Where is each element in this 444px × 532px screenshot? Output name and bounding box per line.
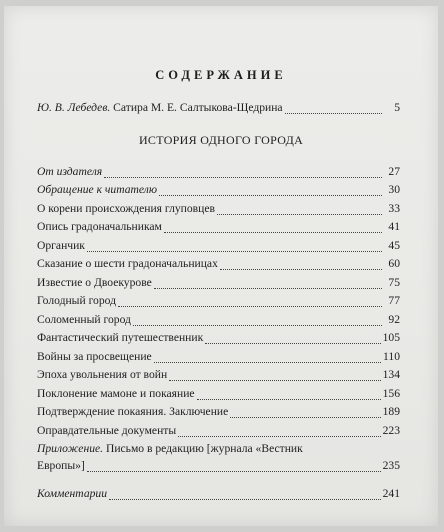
toc-entry-page: 27 <box>388 165 400 178</box>
toc-entry-page: 110 <box>383 350 400 363</box>
section-title: ИСТОРИЯ ОДНОГО ГОРОДА <box>138 133 304 147</box>
dot-leader <box>154 352 381 363</box>
appendix-label: Приложение. <box>37 442 104 455</box>
comments-page: 241 <box>382 487 400 500</box>
toc-entry <box>37 238 400 254</box>
toc-entry <box>37 164 400 180</box>
intro-page-number: 5 <box>394 101 400 114</box>
toc-entry <box>37 404 400 420</box>
toc-entry <box>37 312 400 328</box>
toc-entry-page: 77 <box>388 294 400 307</box>
comments-entry <box>37 486 400 502</box>
dot-leader <box>197 389 381 400</box>
toc-entry-page: 30 <box>388 183 400 196</box>
toc-entry-title: Эпоха увольнения от войн <box>37 368 168 381</box>
dot-leader <box>87 461 381 472</box>
toc-entry-title: Войны за просвещение <box>37 350 152 363</box>
book-page <box>4 6 438 526</box>
dot-leader <box>118 296 382 307</box>
dot-leader <box>87 241 382 252</box>
toc-entry <box>37 349 400 365</box>
dot-leader <box>154 278 382 289</box>
appendix-page: 235 <box>382 459 400 472</box>
toc-entry-title: Соломенный город <box>37 313 131 326</box>
toc-entry <box>37 293 400 309</box>
intro-title: Сатира М. Е. Салтыкова-Щедрина <box>113 101 283 114</box>
toc-entry <box>37 367 400 383</box>
toc-entry-title: Оправдательные документы <box>37 424 177 437</box>
toc-entry <box>37 201 400 217</box>
dot-leader <box>169 370 380 381</box>
toc-entry-title: О корени происхождения глуповцев <box>37 202 215 215</box>
toc-entry-page: 134 <box>382 368 400 381</box>
toc-entry-title: Подтверждение покаяния. Заключение <box>37 405 229 418</box>
appendix-text-line1: Письмо в редакцию [журнала «Вестник <box>105 442 303 455</box>
toc-entry-title: Голодный город <box>37 294 116 307</box>
dot-leader <box>109 489 381 500</box>
appendix-text-line2: Европы»] <box>37 459 85 472</box>
toc-entry-page: 92 <box>388 313 400 326</box>
toc-entry-page: 60 <box>388 257 400 270</box>
toc-entry-page: 189 <box>382 405 400 418</box>
toc-entry-title: Сказание о шести градоначальницах <box>37 257 218 270</box>
dot-leader <box>159 185 382 196</box>
toc-entry <box>37 423 400 439</box>
comments-title: Комментарии <box>37 487 108 500</box>
toc-entry-page: 75 <box>388 276 400 289</box>
toc-entry-page: 41 <box>388 220 400 233</box>
toc-entry-page: 223 <box>382 424 400 437</box>
toc-entry-page: 105 <box>382 331 400 344</box>
dot-leader <box>178 426 380 437</box>
dot-leader <box>285 103 382 114</box>
intro-entry <box>37 100 400 116</box>
toc-entry-page: 33 <box>388 202 400 215</box>
dot-leader <box>230 407 380 418</box>
toc-entry <box>37 182 400 198</box>
toc-entry-title: Опись градоначальникам <box>37 220 162 233</box>
toc-entry-title: Фантастический путешественник <box>37 331 204 344</box>
intro-author: Ю. В. Лебедев. <box>37 101 111 114</box>
toc-entry-title: Обращение к читателю <box>37 183 157 196</box>
dot-leader <box>133 315 382 326</box>
appendix-entry-line1 <box>37 441 303 457</box>
dot-leader <box>104 167 382 178</box>
toc-entry <box>37 256 400 272</box>
toc-entry-title: От издателя <box>37 165 103 178</box>
toc-entry-title: Известие о Двоекурове <box>37 276 152 289</box>
toc-entry <box>37 219 400 235</box>
toc-entry-title: Поклонение мамоне и покаяние <box>37 387 195 400</box>
toc-entry <box>37 330 400 346</box>
toc-entry-page: 156 <box>382 387 400 400</box>
toc-entry <box>37 275 400 291</box>
dot-leader <box>164 222 382 233</box>
appendix-entry-line2 <box>37 458 400 474</box>
toc-entry-page: 45 <box>388 239 400 252</box>
dot-leader <box>220 259 382 270</box>
toc-entry-title: Органчик <box>37 239 85 252</box>
contents-heading: СОДЕРЖАНИЕ <box>155 68 287 82</box>
toc-entry <box>37 386 400 402</box>
dot-leader <box>205 333 380 344</box>
dot-leader <box>217 204 382 215</box>
intro-entry-text <box>37 100 283 116</box>
